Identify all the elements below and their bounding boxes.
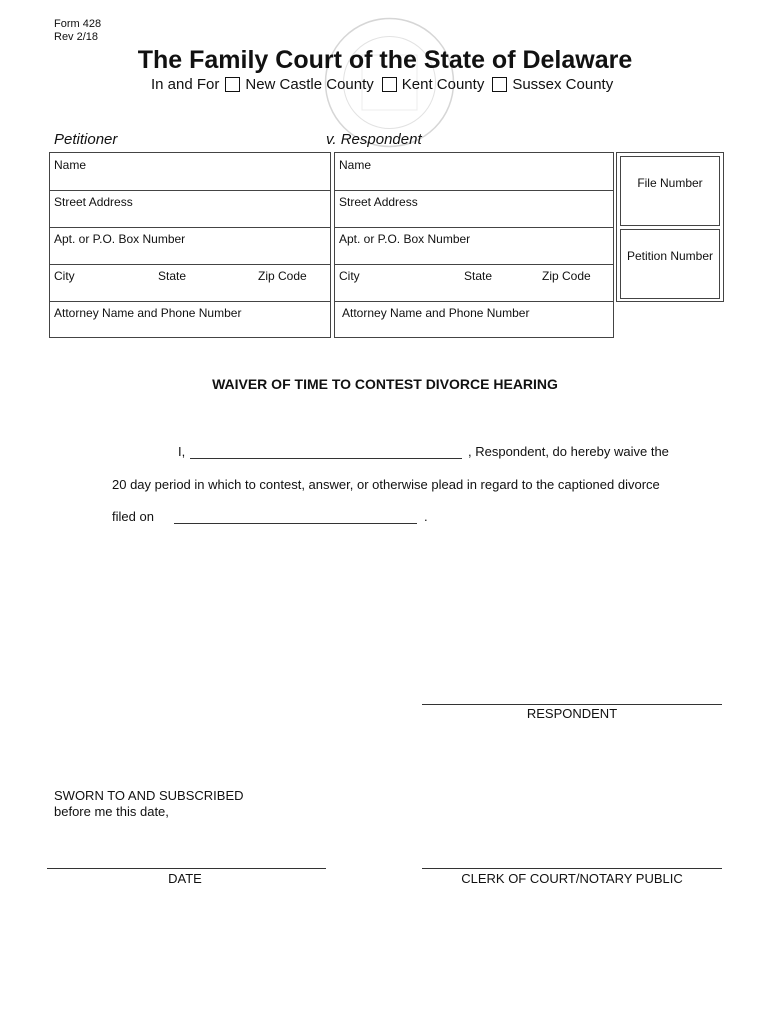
county-selection [151, 76, 615, 93]
city-label: City [54, 269, 75, 283]
respondent-city-state-zip-field[interactable] [335, 264, 613, 302]
new-castle-label: New Castle County [245, 76, 374, 93]
field-label: Attorney Name and Phone Number [54, 306, 242, 320]
field-label: Name [339, 158, 372, 172]
petitioner-name-field[interactable] [50, 153, 330, 191]
field-label: Name [54, 158, 87, 172]
field-label: Apt. or P.O. Box Number [339, 232, 471, 246]
sussex-label: Sussex County [512, 76, 614, 93]
date-signature-line[interactable] [47, 868, 326, 869]
petitioner-label: Petitioner [54, 131, 118, 148]
petition-number-field[interactable] [620, 229, 720, 299]
county-option-kent[interactable] [376, 76, 485, 93]
clerk-signature-line[interactable] [422, 868, 722, 869]
form-number: Form 428 [54, 18, 102, 30]
zip-label: Zip Code [258, 269, 307, 283]
city-label: City [339, 269, 360, 283]
petitioner-city-state-zip-field[interactable] [50, 264, 330, 302]
form-revision: Rev 2/18 [54, 31, 99, 43]
waiver-text-line2: 20 day period in which to contest, answer, or otherwise plead in regard to the captioned divorce [112, 477, 660, 492]
petitioner-info-box [49, 152, 331, 338]
zip-label: Zip Code [542, 269, 591, 283]
field-label: Street Address [339, 195, 418, 209]
waiver-clause: , Respondent, do hereby waive the [468, 444, 669, 459]
clerk-label: CLERK OF COURT/NOTARY PUBLIC [461, 871, 683, 886]
filed-on-date-input[interactable] [174, 523, 417, 525]
state-label: State [464, 269, 493, 283]
kent-checkbox[interactable] [382, 77, 397, 92]
field-label: Apt. or P.O. Box Number [54, 232, 186, 246]
document-heading: WAIVER OF TIME TO CONTEST DIVORCE HEARING [212, 376, 558, 392]
field-label: Street Address [54, 195, 133, 209]
respondent-name-input[interactable] [190, 458, 462, 460]
sworn-line-2: before me this date, [54, 804, 169, 819]
i-label: I, [178, 444, 186, 459]
sentence-period: . [424, 509, 428, 524]
respondent-street-field[interactable] [335, 190, 613, 228]
file-number-label: File Number [637, 176, 703, 190]
in-and-for-label: In and For [151, 76, 220, 93]
state-label: State [158, 269, 187, 283]
sworn-statement [54, 788, 244, 820]
case-number-box [616, 152, 724, 302]
new-castle-checkbox[interactable] [225, 77, 240, 92]
petitioner-apt-field[interactable] [50, 227, 330, 265]
petition-number-label: Petition Number [626, 249, 714, 263]
court-title: The Family Court of the State of Delaware [137, 46, 633, 74]
sworn-line-1: SWORN TO AND SUBSCRIBED [54, 788, 244, 803]
respondent-signature-line[interactable] [422, 704, 722, 705]
respondent-attorney-field[interactable] [335, 301, 613, 338]
sussex-checkbox[interactable] [492, 77, 507, 92]
petitioner-attorney-field[interactable] [50, 301, 330, 338]
file-number-field[interactable] [620, 156, 720, 226]
date-label: DATE [168, 871, 202, 886]
respondent-apt-field[interactable] [335, 227, 613, 265]
respondent-signature-label: RESPONDENT [526, 706, 618, 721]
respondent-label: v. Respondent [326, 131, 422, 148]
field-label: Attorney Name and Phone Number [342, 306, 530, 320]
respondent-name-field[interactable] [335, 153, 613, 191]
county-option-new-castle[interactable] [219, 76, 373, 93]
kent-label: Kent County [401, 76, 485, 93]
filed-on-label: filed on [112, 509, 154, 524]
form-identifier [54, 18, 101, 44]
respondent-info-box [334, 152, 614, 338]
petitioner-street-field[interactable] [50, 190, 330, 228]
county-option-sussex[interactable] [486, 76, 613, 93]
